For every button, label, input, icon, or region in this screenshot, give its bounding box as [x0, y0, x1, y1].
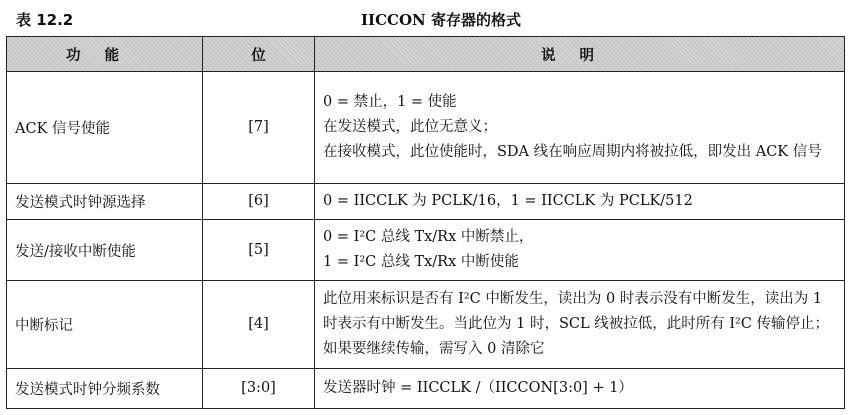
row-function: 发送模式时钟源选择	[7, 183, 203, 219]
description-line: 在接收模式，此位使能时，SDA 线在响应周期内将被拉低，即发出 ACK 信号	[323, 143, 822, 160]
table-row	[7, 219, 845, 281]
description-line: 发送器时钟 = IICCLK /（IICCON[3:0] + 1）	[323, 379, 633, 396]
table-row	[7, 183, 845, 219]
row-function: 发送/接收中断使能	[7, 219, 203, 281]
description-line: 0 = IICCLK 为 PCLK/16，1 = IICCLK 为 PCLK/512	[323, 192, 693, 209]
table-number: 表 12.2	[16, 11, 74, 29]
description-line: 0 = I²C 总线 Tx/Rx 中断禁止，	[323, 229, 534, 246]
table-caption	[0, 0, 852, 36]
row-description	[315, 183, 845, 219]
header-description: 说明	[315, 37, 845, 72]
row-description	[315, 219, 845, 281]
description-line: 1 = I²C 总线 Tx/Rx 中断使能	[323, 254, 519, 271]
row-description	[315, 72, 845, 184]
table-row	[7, 368, 845, 408]
header-bit: 位	[203, 37, 315, 72]
description-line: 0 = 禁止，1 = 使能	[323, 93, 457, 110]
row-function: 发送模式时钟分频系数	[7, 368, 203, 408]
table-row	[7, 281, 845, 368]
table-row	[7, 72, 845, 184]
table-title: IICCON 寄存器的格式	[361, 11, 521, 29]
row-bit: [4]	[203, 281, 315, 368]
row-function: 中断标记	[7, 281, 203, 368]
row-function: ACK 信号使能	[7, 72, 203, 184]
row-description	[315, 368, 845, 408]
register-format-table	[6, 36, 845, 409]
description-line: 此位用来标识是否有 I²C 中断发生，读出为 0 时表示没有中断发生，读出为 1 时表示有中断发生。当此位为 1 时，SCL 线被拉低，此时所有 I²C 传输停止；如果要继续传输，需写入 0 清除它	[323, 290, 830, 357]
table-header-row	[7, 37, 845, 72]
row-bit: [6]	[203, 183, 315, 219]
row-bit: [7]	[203, 72, 315, 184]
row-description	[315, 281, 845, 368]
row-bit: [3:0]	[203, 368, 315, 408]
row-bit: [5]	[203, 219, 315, 281]
description-line: 在发送模式，此位无意义；	[323, 118, 497, 135]
header-function: 功能	[7, 37, 203, 72]
